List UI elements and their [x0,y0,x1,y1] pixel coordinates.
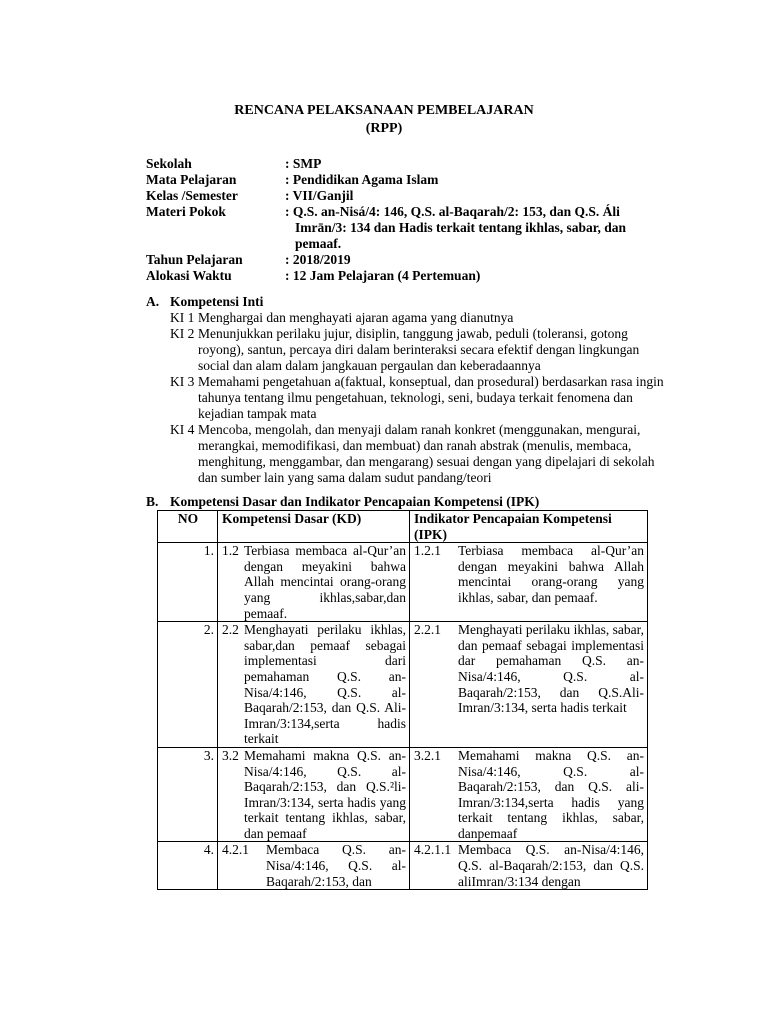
ipk-code: 2.2.1 [414,622,441,638]
info-label: Materi Pokok [146,204,226,219]
kd-text: Membaca Q.S. an-Nisa/4:146, Q.S. al-Baqarah/2:153, dan [266,842,406,889]
ipk-text: Membaca Q.S. an-Nisa/4:146, Q.S. al-Baqarah/2:153, dan Q.S. aliImran/3:134 dengan [458,842,644,889]
ki-code: KI 2 [170,326,195,341]
ki-text: Mencoba, mengolah, dan menyaji dalam ranah konkret (menggunakan, mengurai, merangkai, memodifikasi, dan membuat) dan ranah abstrak (menulis, membaca, menghitung, menggambar, dan mengarang) sesuai dengan yang dipelajari di sekolah dan sumber lain yang sama dalam sudut pandang/teori [198,422,655,485]
table-row [158,747,648,842]
ipk-code: 4.2.1.1 [414,842,452,858]
info-label: Sekolah [146,156,192,171]
kd-code: 3.2 [222,747,239,763]
ki-text: Memahami pengetahuan a(faktual, konseptual, dan prosedural) berdasarkan rasa ingin tahunya tentang ilmu pengetahuan, teknologi, seni, budaya terkait fenomena dan kejadian tampak mata [198,374,664,421]
info-row-kelas-semester [146,188,666,204]
identity-block [146,156,666,284]
kd-code: 2.2 [222,622,239,638]
ki-text: Menunjukkan perilaku jujur, disiplin, tanggung jawab, peduli (toleransi, gotong royong), santun, percaya diri dalam berinteraksi secara efektif dengan lingkungan social dan alam dalam jangkauan pergaulan dan keberadaannya [198,326,640,373]
ipk-text: Memahami makna Q.S. an-Nisa/4:146, Q.S. al-Baqarah/2:153, dan Q.S. ali-Imran/3:134,serta hadis yang terkait tentang ikhlas, sabar, danpemaaf [458,747,644,841]
section-heading [146,494,666,510]
info-label: Tahun Pelajaran [146,252,243,267]
header-kd: Kompetensi Dasar (KD) [218,511,410,543]
ki-code: KI 4 [170,422,195,437]
info-row-alokasi-waktu [146,268,666,284]
ipk-text: Menghayati perilaku ikhlas, sabar, dan pemaaf sebagai implementasi dar pemahaman Q.S. an-Nisa/4:146, Q.S. al-Baqarah/2:153, dan Q.S.Ali-Imran/3:134, serta hadis terkait [458,622,644,716]
row-number: 1. [158,543,218,622]
page-subtitle: (RPP) [365,121,403,136]
info-value: : 12 Jam Pelajaran (4 Pertemuan) [285,268,481,283]
info-value: : 2018/2019 [285,252,351,267]
kd-code: 1.2 [222,543,239,559]
section-title: Kompetensi Inti [170,294,264,309]
ipk-text: Terbiasa membaca al-Qur’an dengan meyakini bahwa Allah mencintai orang-orang yang ikhlas, sabar, dan pemaaf. [458,543,644,605]
row-number: 2. [158,622,218,748]
kd-cell [218,622,410,748]
section-letter: A. [146,294,160,309]
kd-cell [218,543,410,622]
ipk-code: 3.2.1 [414,747,441,763]
info-row-mata-pelajaran [146,172,666,188]
kd-text: Menghayati perilaku ikhlas, sabar,dan pemaaf sebagai implementasi dari pemahaman Q.S. an-Nisa/4:146, Q.S. al-Baqarah/2:153, dan Q.S. Ali-Imran/3:134,serta hadis terkait [244,622,406,747]
ki-item [170,326,666,374]
kd-ipk-table [157,510,648,890]
kd-code: 4.2.1 [222,842,249,858]
info-value: : Q.S. an-Nisá/4: 146, Q.S. al-Baqarah/2: 153, dan Q.S. Áli Imrān/3: 134 dan Hadis terkait tentang ikhlas, sabar, dan pemaaf. [285,204,627,251]
ipk-cell [410,747,648,842]
section-letter: B. [146,494,159,509]
section-title: Kompetensi Dasar dan Indikator Pencapaian Kompetensi (IPK) [170,494,540,509]
ipk-cell [410,842,648,890]
page-title: RENCANA PELAKSANAAN PEMBELAJARAN [234,103,534,118]
ki-text: Menghargai dan menghayati ajaran agama yang dianutnya [198,310,514,325]
row-number: 4. [158,842,218,890]
info-label: Alokasi Waktu [146,268,232,283]
header-ipk: Indikator Pencapaian Kompetensi (IPK) [410,511,648,543]
section-kompetensi-inti [146,294,666,486]
kd-text: Memahami makna Q.S. an-Nisa/4:146, Q.S. al-Baqarah/2:153, dan Q.S.²li-Imran/3:134, serta hadis yang terkait tentang ikhlas, sabar, dan pemaaf [244,747,406,841]
info-value: : VII/Ganjil [285,188,354,203]
info-row-materi-pokok [146,204,666,252]
info-value: : Pendidikan Agama Islam [285,172,439,187]
table-row [158,622,648,748]
info-label: Mata Pelajaran [146,172,237,187]
info-label: Kelas /Semester [146,188,238,203]
table-row [158,543,648,622]
ipk-cell [410,622,648,748]
ki-item [170,374,666,422]
ki-item [170,422,666,486]
ki-item [170,310,666,326]
ipk-cell [410,543,648,622]
table-header-row [158,511,648,543]
info-value: : SMP [285,156,322,171]
header-no: NO [158,511,218,543]
kd-text: Terbiasa membaca al-Qur’an dengan meyakini bahwa Allah mencintai orang-orang yang ikhlas,sabar,dan pemaaf. [244,543,406,621]
info-row-tahun-pelajaran [146,252,666,268]
ipk-code: 1.2.1 [414,543,441,559]
ki-list [170,310,666,486]
ki-code: KI 3 [170,374,195,389]
ki-code: KI 1 [170,310,195,325]
row-number: 3. [158,747,218,842]
section-kompetensi-dasar [146,494,666,510]
kd-cell [218,842,410,890]
info-row-sekolah [146,156,666,172]
table-row [158,842,648,890]
section-heading [146,294,666,310]
kd-cell [218,747,410,842]
